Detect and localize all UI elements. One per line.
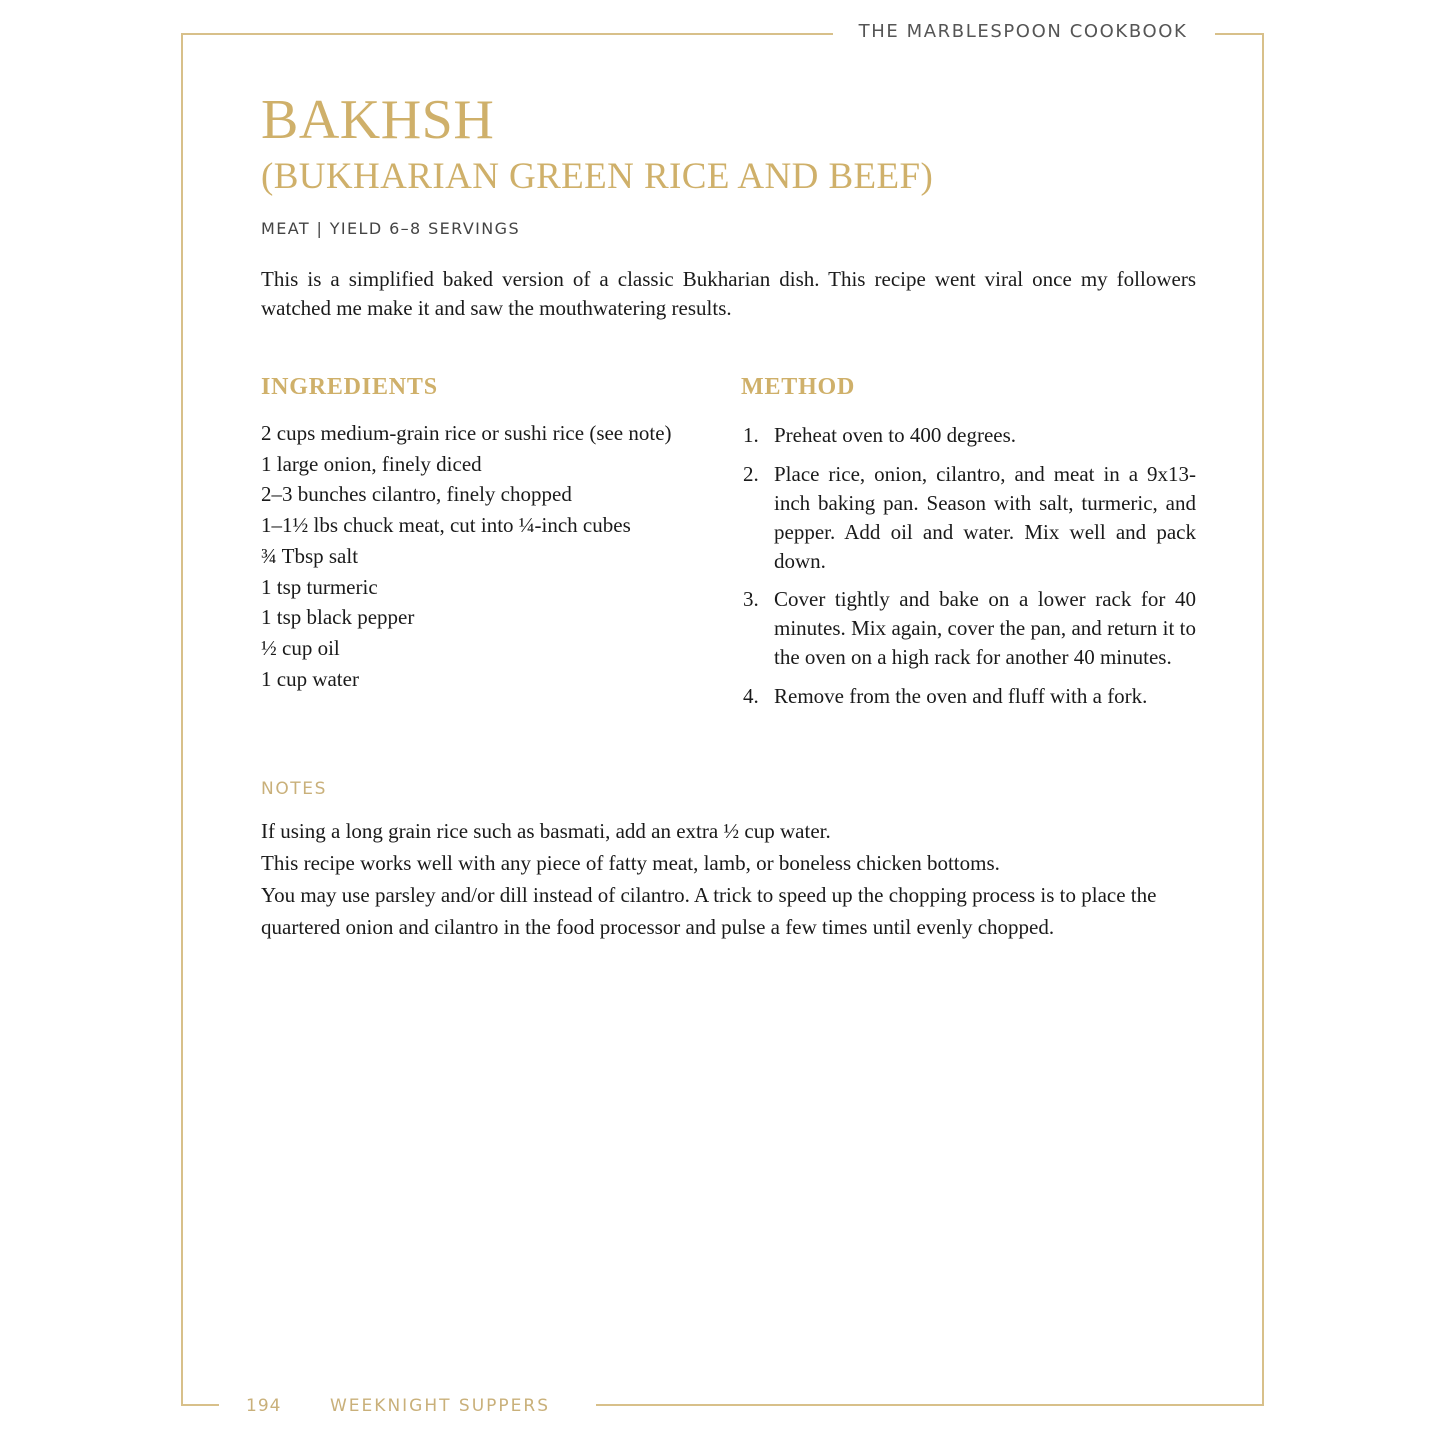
ingredients-heading: INGREDIENTS (261, 374, 438, 400)
step-number: 3. (743, 587, 759, 612)
ingredient-item: ½ cup oil (261, 635, 340, 660)
method-step (741, 585, 1196, 672)
ingredient-item: 1 large onion, finely diced (261, 451, 482, 476)
note-item: This recipe works well with any piece of fatty meat, lamb, or boneless chicken bottoms. (261, 851, 1000, 875)
notes-heading: NOTES (261, 779, 328, 799)
method-step (741, 682, 1196, 711)
ingredient-item: ¾ Tbsp salt (261, 543, 359, 568)
recipe-intro: This is a simplified baked version of a classic Bukharian dish. This recipe went viral once my followers watched me make it and saw the mouthwatering results. (261, 267, 1196, 320)
ingredient-item: 1 tsp turmeric (261, 574, 378, 599)
step-text: Cover tightly and bake on a lower rack for 40 minutes. Mix again, cover the pan, and return it to the oven on a high rack for another 40 minutes. (774, 587, 1196, 670)
running-head: THE MARBLESPOON COOKBOOK (858, 21, 1188, 42)
recipe-subtitle: (BUKHARIAN GREEN RICE AND BEEF) (261, 156, 934, 197)
section-name: WEEKNIGHT SUPPERS (330, 1396, 550, 1416)
method-step (741, 421, 1196, 450)
notes-list (261, 815, 1196, 943)
note-item: You may use parsley and/or dill instead of cilantro. A trick to speed up the chopping process is to place the quartered onion and cilantro in the food processor and pulse a few times until evenly chopped. (261, 883, 1157, 939)
step-text: Remove from the oven and fluff with a fork. (774, 683, 1148, 708)
step-text: Place rice, onion, cilantro, and meat in a 9x13-inch baking pan. Season with salt, turmeric, and pepper. Add oil and water. Mix well and pack down. (774, 461, 1196, 573)
recipe-meta: MEAT | YIELD 6–8 SERVINGS (261, 219, 521, 238)
note-item: If using a long grain rice such as basmati, add an extra ½ cup water. (261, 819, 831, 843)
page-number: 194 (246, 1396, 282, 1416)
method-heading: METHOD (741, 374, 856, 400)
ingredient-item: 2–3 bunches cilantro, finely chopped (261, 482, 572, 507)
step-number: 2. (743, 461, 759, 486)
method-step (741, 460, 1196, 576)
step-text: Preheat oven to 400 degrees. (774, 423, 1017, 447)
recipe-title: BAKHSH (261, 89, 495, 151)
method-list (741, 421, 1196, 720)
ingredient-item: 1 tsp black pepper (261, 605, 415, 630)
step-number: 4. (743, 683, 759, 708)
ingredients-list (261, 418, 721, 694)
step-number: 1. (743, 423, 759, 447)
ingredient-item: 1 cup water (261, 666, 359, 691)
ingredient-item: 2 cups medium-grain rice or sushi rice (see note) (261, 421, 672, 445)
ingredient-item: 1–1½ lbs chuck meat, cut into ¼-inch cubes (261, 513, 631, 538)
